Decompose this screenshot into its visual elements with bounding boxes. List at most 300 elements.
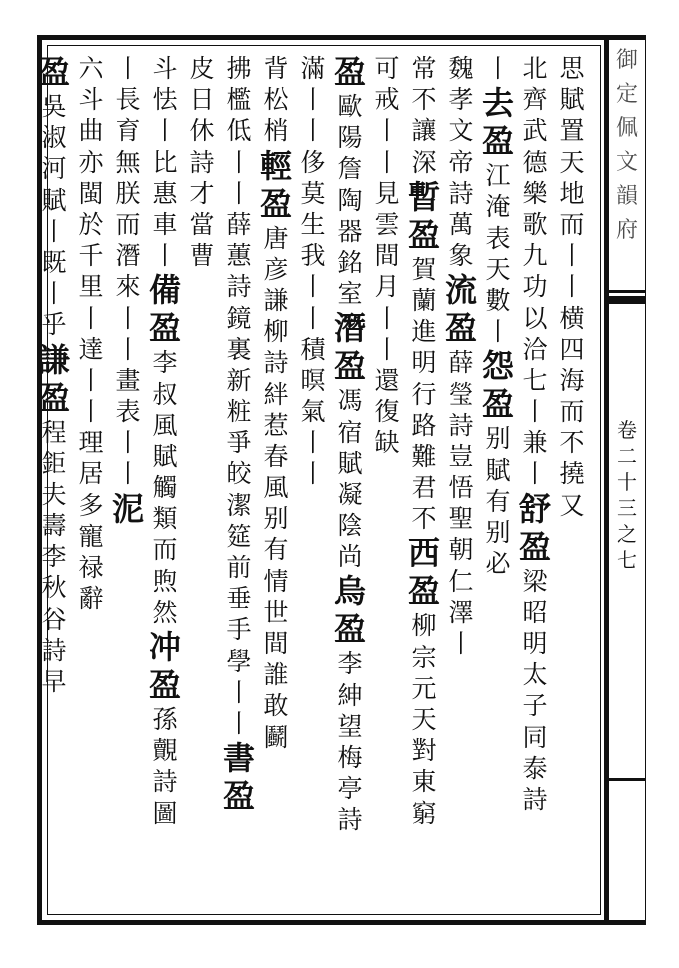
text-char: 粧 — [226, 397, 252, 427]
text-char: 明 — [522, 629, 548, 658]
text-char: 尚 — [337, 542, 363, 572]
text-char: 曹 — [189, 241, 215, 271]
text-char: 陶 — [337, 185, 363, 215]
fishtail-mark-upper — [609, 290, 646, 293]
text-char: 侈 — [300, 147, 326, 177]
headword — [404, 177, 444, 257]
text-char: 賀 — [411, 254, 437, 284]
text-char: 秋 — [41, 573, 67, 603]
text-char: 賦 — [559, 85, 585, 115]
text-char: 丨 — [78, 303, 104, 333]
text-char: 賦 — [337, 448, 363, 478]
text-char: 置 — [559, 116, 585, 146]
headword-char: 盈 — [259, 184, 292, 223]
headword-char: 泥 — [111, 489, 144, 528]
text-char: 閩 — [78, 178, 104, 208]
citation-text — [297, 56, 329, 493]
text-char: 四 — [559, 334, 585, 364]
text-char: 梢 — [263, 116, 289, 146]
text-column — [144, 56, 186, 916]
text-column — [292, 56, 334, 916]
text-char: 惠 — [152, 178, 178, 208]
citation-text — [371, 56, 403, 461]
text-char: 絆 — [263, 379, 289, 409]
text-char: 詩 — [522, 784, 548, 814]
citation-text — [186, 56, 218, 274]
text-char: 居 — [78, 459, 104, 489]
text-char: 歌 — [522, 209, 548, 239]
text-char: 悟 — [448, 473, 474, 503]
text-char: 千 — [78, 241, 104, 271]
text-char: 孫 — [152, 705, 178, 734]
text-char: 宿 — [337, 417, 363, 447]
text-char: 學 — [226, 646, 252, 676]
citation-text — [445, 350, 477, 662]
citation-text — [519, 566, 551, 819]
text-char: 寵 — [78, 521, 104, 551]
text-char: 丨 — [78, 365, 104, 395]
text-char: 功 — [522, 272, 548, 302]
text-char: 凝 — [337, 479, 363, 509]
text-char: 丨 — [226, 677, 252, 707]
text-char: 禄 — [78, 553, 104, 582]
text-char: 六 — [78, 54, 104, 83]
text-char: 丨 — [115, 459, 141, 489]
text-char: 背 — [263, 54, 289, 83]
text-char: 柳 — [263, 317, 289, 347]
text-char: 齊 — [522, 85, 548, 115]
text-char: 有 — [263, 535, 289, 565]
text-char: 長 — [115, 85, 141, 115]
text-column — [107, 56, 149, 916]
text-column — [329, 53, 371, 916]
text-char: 夫 — [41, 479, 67, 509]
headword-char: 盈 — [333, 53, 366, 91]
text-char: 丨 — [78, 397, 104, 427]
text-char: 聖 — [448, 504, 474, 534]
text-char: 丨 — [226, 708, 252, 738]
text-char: 淑 — [41, 123, 67, 153]
text-char: 室 — [337, 279, 363, 309]
text-char: 間 — [374, 241, 400, 271]
headword — [34, 53, 74, 94]
text-char: 河 — [41, 154, 67, 184]
margin-folio — [611, 420, 643, 576]
headword-char: 盈 — [481, 122, 514, 161]
text-char: 明 — [411, 348, 437, 378]
citation-text — [408, 613, 440, 831]
headword-char: 烏 — [333, 572, 366, 611]
text-char: 叔 — [152, 379, 178, 409]
headword — [441, 271, 481, 350]
headword-char: 盈 — [37, 53, 70, 91]
text-char: 丨 — [522, 397, 548, 427]
text-char: 丨 — [300, 272, 326, 302]
text-char: 潛 — [115, 241, 141, 271]
text-char: 莫 — [300, 178, 326, 208]
text-char: 丨 — [374, 334, 400, 364]
text-char: 澤 — [448, 597, 474, 627]
margin-title-char: 府 — [615, 218, 638, 243]
text-char: 李 — [41, 542, 67, 572]
text-char: 見 — [374, 178, 400, 208]
text-char: 誰 — [263, 660, 289, 690]
text-char: 氣 — [300, 397, 326, 427]
text-column — [403, 56, 445, 916]
margin-folio-char: 十 — [617, 470, 637, 494]
text-char: 惹 — [263, 410, 289, 440]
text-char: 丨 — [485, 317, 511, 347]
text-char: 裏 — [226, 334, 252, 364]
text-column — [70, 56, 112, 916]
text-char: 天 — [559, 147, 585, 177]
text-char: 馮 — [337, 386, 363, 416]
headword-char: 書 — [222, 739, 255, 778]
citation-text — [149, 350, 181, 631]
text-char: 既 — [41, 247, 67, 277]
text-char: 詩 — [189, 147, 215, 177]
headword-char: 潛 — [333, 309, 366, 348]
citation-text — [223, 56, 255, 742]
text-char: 樂 — [522, 178, 548, 208]
text-char: 雲 — [374, 209, 400, 239]
citation-text — [334, 94, 366, 312]
text-char: 詩 — [337, 805, 363, 835]
text-char: 文 — [448, 116, 474, 146]
headword-char: 備 — [148, 271, 181, 310]
text-char: 多 — [78, 490, 104, 520]
text-char: 謙 — [263, 285, 289, 315]
text-char: 可 — [374, 54, 400, 83]
text-char: 丨 — [226, 178, 252, 208]
text-char: 怯 — [152, 85, 178, 115]
headword-char: 輕 — [259, 146, 292, 185]
text-char: 路 — [411, 410, 437, 440]
text-char: 比 — [152, 147, 178, 177]
text-char: 仁 — [448, 566, 474, 596]
text-char: 前 — [226, 553, 252, 582]
text-char: 又 — [559, 490, 585, 520]
text-char: 缺 — [374, 428, 400, 458]
headword-char: 去 — [481, 84, 514, 123]
text-char: 丨 — [374, 116, 400, 146]
text-char: 蘭 — [411, 285, 437, 315]
citation-text — [334, 651, 366, 838]
text-char: 别 — [485, 424, 511, 454]
text-char: 撓 — [559, 459, 585, 489]
margin-title-char: 定 — [615, 82, 638, 107]
text-char: 九 — [522, 241, 548, 271]
text-char: 拂 — [226, 54, 252, 83]
text-char: 陰 — [337, 511, 363, 541]
text-char: 歐 — [337, 92, 363, 121]
text-char: 谷 — [41, 604, 67, 634]
text-char: 昭 — [522, 597, 548, 627]
text-char: 當 — [189, 209, 215, 239]
text-char: 觸 — [152, 473, 178, 503]
citation-text — [149, 707, 181, 832]
text-char: 不 — [559, 428, 585, 458]
text-char: 元 — [411, 673, 437, 703]
text-char: 低 — [226, 116, 252, 146]
headword — [108, 489, 148, 531]
margin-folio-char: 七 — [617, 548, 637, 572]
text-char: 復 — [374, 397, 400, 427]
text-column — [551, 56, 593, 916]
text-char: 丨 — [559, 272, 585, 302]
text-char: 兼 — [522, 428, 548, 458]
text-char: 詩 — [263, 348, 289, 378]
headword-char: 流 — [444, 271, 477, 310]
headword — [330, 572, 370, 651]
citation-text — [519, 56, 551, 493]
headword-char: 盈 — [148, 309, 181, 348]
text-char: 丨 — [485, 54, 511, 83]
text-char: 丨 — [559, 241, 585, 271]
text-char: 望 — [337, 711, 363, 741]
text-char: 思 — [559, 54, 585, 83]
text-char: 檻 — [226, 85, 252, 115]
text-column — [181, 56, 223, 916]
text-char: 泰 — [522, 753, 548, 783]
text-char: 鏡 — [226, 303, 252, 333]
text-char: 對 — [411, 736, 437, 766]
text-char: 不 — [411, 85, 437, 115]
text-char: 辭 — [78, 584, 104, 614]
text-char: 丨 — [300, 428, 326, 458]
headword — [219, 739, 259, 818]
headword — [34, 340, 74, 420]
text-char: 薛 — [226, 209, 252, 239]
text-column — [218, 56, 260, 916]
text-char: 丨 — [41, 216, 67, 246]
text-char: 必 — [485, 549, 511, 579]
citation-text — [38, 417, 70, 701]
text-column — [366, 56, 408, 916]
margin-title-char: 韻 — [615, 184, 638, 209]
headword-char: 怨 — [481, 347, 514, 386]
text-char: 朕 — [115, 178, 141, 208]
text-char: 而 — [559, 397, 585, 427]
text-char: 同 — [522, 722, 548, 752]
text-char: 亦 — [78, 147, 104, 177]
text-char: 太 — [522, 660, 548, 690]
text-char: 斗 — [152, 54, 178, 83]
headword-char: 舒 — [518, 489, 551, 528]
headword — [256, 146, 296, 226]
text-char: 然 — [152, 597, 178, 627]
text-char: 丨 — [152, 241, 178, 271]
text-char: 潔 — [226, 490, 252, 520]
text-char: 筵 — [226, 521, 252, 551]
text-char: 深 — [411, 147, 437, 177]
text-char: 丨 — [115, 428, 141, 458]
text-char: 薛 — [448, 348, 474, 378]
text-char: 詩 — [41, 635, 67, 665]
text-char: 難 — [411, 441, 437, 471]
text-char: 柳 — [411, 611, 437, 641]
text-char: 新 — [226, 365, 252, 395]
citation-text — [482, 163, 514, 350]
text-char: 丨 — [115, 54, 141, 83]
text-char: 皮 — [189, 54, 215, 83]
text-char: 江 — [485, 161, 511, 191]
text-char: 程 — [41, 417, 67, 447]
text-char: 無 — [115, 147, 141, 177]
text-char: 而 — [152, 535, 178, 565]
text-char: 常 — [411, 54, 437, 83]
text-char: 器 — [337, 216, 363, 246]
text-char: 詹 — [337, 154, 363, 184]
text-char: 丨 — [41, 279, 67, 309]
headword-char: 西 — [407, 534, 440, 573]
text-char: 表 — [115, 397, 141, 427]
text-char: 鬬 — [263, 722, 289, 752]
headword-char: 盈 — [333, 610, 366, 649]
text-char: 育 — [115, 116, 141, 146]
text-char: 賦 — [41, 185, 67, 215]
text-char: 爭 — [226, 428, 252, 458]
text-char: 丨 — [300, 303, 326, 333]
text-char: 李 — [337, 649, 363, 679]
text-char: 北 — [522, 54, 548, 83]
text-char: 數 — [485, 285, 511, 315]
text-char: 而 — [115, 209, 141, 239]
text-char: 於 — [78, 209, 104, 239]
citation-text — [38, 94, 70, 344]
text-char: 里 — [78, 272, 104, 302]
text-char: 生 — [300, 209, 326, 239]
text-char: 唐 — [263, 223, 289, 253]
text-char: 滿 — [300, 54, 326, 83]
text-char: 賦 — [152, 441, 178, 471]
headword — [145, 628, 185, 707]
citation-text — [482, 56, 514, 87]
text-char: 丨 — [115, 303, 141, 333]
text-char: 海 — [559, 365, 585, 395]
text-char: 早 — [41, 667, 67, 696]
text-char: 洽 — [522, 334, 548, 364]
text-char: 畫 — [115, 365, 141, 395]
citation-text — [334, 388, 366, 575]
headword-char: 盈 — [148, 666, 181, 704]
text-char: 來 — [115, 272, 141, 302]
text-char: 覿 — [152, 736, 178, 766]
text-char: 丨 — [115, 334, 141, 364]
text-column — [255, 56, 297, 916]
text-char: 魏 — [448, 54, 474, 83]
text-char: 七 — [522, 365, 548, 395]
text-char: 行 — [411, 379, 437, 409]
text-char: 手 — [226, 615, 252, 645]
margin-folio-char: 之 — [617, 522, 637, 546]
headword — [145, 271, 185, 350]
text-char: 丨 — [152, 116, 178, 146]
text-char: 武 — [522, 116, 548, 146]
text-char: 子 — [522, 691, 548, 721]
text-char: 以 — [522, 303, 548, 333]
text-char: 李 — [152, 348, 178, 378]
text-char: 德 — [522, 147, 548, 177]
text-char: 暝 — [300, 365, 326, 395]
headword — [478, 84, 518, 163]
text-char: 銘 — [337, 247, 363, 277]
text-char: 窮 — [411, 798, 437, 828]
margin-folio-char: 卷 — [617, 418, 637, 442]
text-char: 表 — [485, 223, 511, 253]
text-char: 間 — [263, 629, 289, 658]
citation-text — [482, 426, 514, 582]
text-char: 詩 — [152, 767, 178, 797]
text-char: 風 — [152, 410, 178, 440]
text-char: 還 — [374, 365, 400, 395]
citation-text — [75, 334, 107, 618]
text-char: 休 — [189, 116, 215, 146]
text-char: 宗 — [411, 642, 437, 672]
headword — [515, 489, 555, 569]
headword-char: 冲 — [148, 628, 181, 666]
text-char: 豈 — [448, 441, 474, 471]
text-char: 丨 — [374, 303, 400, 333]
text-char: 敢 — [263, 691, 289, 721]
text-char: 淹 — [485, 192, 511, 222]
text-char: 不 — [411, 504, 437, 534]
text-char: 别 — [263, 504, 289, 534]
text-char: 帝 — [448, 147, 474, 177]
text-char: 鉅 — [41, 448, 67, 478]
text-char: 情 — [263, 566, 289, 596]
text-char: 斗 — [78, 85, 104, 115]
fishtail-mark-upper-block — [609, 296, 646, 304]
text-char: 乎 — [41, 310, 67, 340]
text-char: 理 — [78, 428, 104, 458]
text-char: 世 — [263, 597, 289, 627]
text-column — [477, 56, 519, 916]
margin-folio-char: 二 — [617, 444, 637, 468]
text-char: 詩 — [226, 272, 252, 302]
citation-text — [445, 56, 477, 274]
text-char: 我 — [300, 241, 326, 271]
headword-char: 謙 — [37, 340, 70, 379]
text-char: 詩 — [448, 410, 474, 440]
text-char: 車 — [152, 209, 178, 239]
text-char: 曲 — [78, 116, 104, 146]
citation-text — [112, 365, 144, 493]
margin-title-char: 御 — [615, 48, 638, 73]
text-char: 丨 — [522, 459, 548, 489]
citation-text — [112, 56, 144, 368]
text-char: 天 — [485, 254, 511, 284]
text-char: 陽 — [337, 123, 363, 153]
text-char: 丨 — [226, 147, 252, 177]
text-char: 地 — [559, 178, 585, 208]
text-char: 圖 — [152, 798, 178, 828]
text-char: 類 — [152, 504, 178, 534]
text-char: 松 — [263, 85, 289, 115]
text-char: 蕙 — [226, 241, 252, 271]
headword-char: 暫 — [407, 177, 440, 216]
text-char: 吳 — [41, 92, 67, 121]
headword-char: 盈 — [222, 777, 255, 816]
text-char: 而 — [559, 209, 585, 239]
text-char: 梁 — [522, 566, 548, 596]
text-char: 别 — [485, 517, 511, 547]
margin-folio-char: 三 — [617, 496, 637, 520]
margin-book-title — [611, 50, 643, 254]
text-char: 有 — [485, 486, 511, 516]
text-char: 詩 — [448, 178, 474, 208]
headword-char: 盈 — [518, 527, 551, 566]
